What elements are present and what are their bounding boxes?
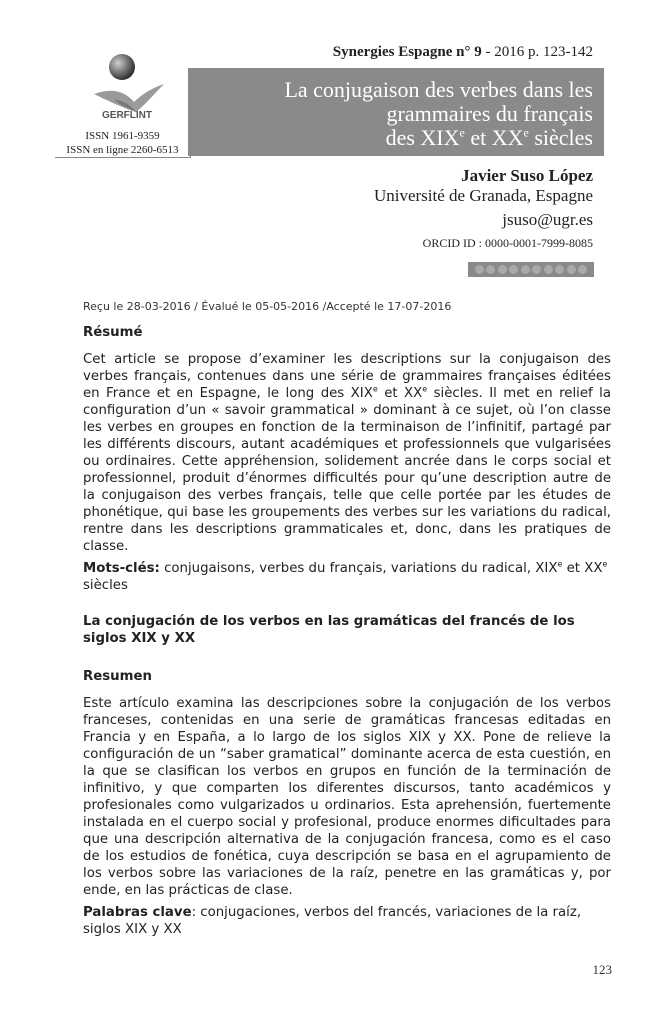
page-number: 123: [592, 962, 612, 977]
journal-details: - 2016 p. 123-142: [481, 44, 593, 60]
resume-heading: Résumé: [83, 325, 143, 340]
resume-text: Cet article se propose d’examiner les descriptions sur la conjugaison des verbes français, contenues dans une série de grammaires françaises éditées en France et en Espagne, le long des XIXe et XXe siècles. Il met en relief la configuration d’un « savoir grammatical » dominant à ce sujet, où l’on classe les verbes en groupes en fonction de la terminaison de l’infinitif, partagé par les différents discours, autant académiques et professionnels que vulgarisées ou ordinaires. Cette appréhension, solidement ancrée dans le corps social et professionnel, produit d’énormes difficultés pour qu’une description autre de la conjugaison des verbes français, telle que celle portée par les études de phonétique, qui base les groupements des verbes sur les variations du radical, rentre dans les descriptions grammaticales et, donc, dans les pratiques de classe.: [83, 352, 611, 554]
journal-name: Synergies Espagne n° 9: [332, 44, 482, 60]
article-title: [233, 78, 593, 150]
dot-icon: [532, 265, 541, 274]
issn-box: [55, 128, 191, 158]
author-name: Javier Suso López: [461, 166, 593, 185]
author-affiliation: Université de Granada, Espagne: [373, 186, 593, 205]
title-line-2: grammaires du français: [386, 101, 593, 126]
resumen-heading: Resumen: [83, 669, 152, 684]
title-line-3: des XIXe et XXe siècles: [385, 125, 593, 150]
dot-icon: [475, 265, 484, 274]
publisher-name: GERFLINT: [102, 110, 152, 121]
dot-icon: [567, 265, 576, 274]
dot-icon: [544, 265, 553, 274]
dot-icon: [509, 265, 518, 274]
issn: ISSN 1961-9359: [85, 130, 160, 142]
dot-icon: [521, 265, 530, 274]
issn-online: ISSN en ligne 2260-6513: [66, 144, 179, 156]
dot-icon: [486, 265, 495, 274]
resumen-keywords: Palabras clave: conjugaciones, verbos del francés, variaciones de la raíz, siglos XIX y XX: [83, 905, 582, 937]
author-orcid: ORCID ID : 0000-0001-7999-8085: [422, 236, 593, 250]
submission-dates: Reçu le 28-03-2016 / Évalué le 05-05-2016 /Accepté le 17-07-2016: [83, 300, 452, 313]
decorative-dots-bar: [468, 262, 594, 277]
resumen-text: Este artículo examina las descripciones sobre la conjugación de los verbos franceses, contenidas en una serie de gramáticas francesas editadas en Francia y en España, a lo largo de los siglos XIX y XX. Pone de relieve la configuración de un “saber gramatical” dominante acerca de esta cuestión, en la que se clasifican los verbos en grupos en función de la terminación de infinitivo, y que comparten los diferentes discursos, tanto académicos y profesionales como vulgarizados u ordinarios. Esta aprehensión, fuertemente instalada en el cuerpo social y profesional, produce enormes dificultades para que una descripción alternativa de la conjugación francesa, como es el caso de los estudios de fonética, cuya descripción se basa en el agrupamiento de los verbos sobre las variaciones de la raíz, penetre en las gramáticas y, por ende, en las prácticas de clase.: [83, 696, 611, 898]
dot-icon: [578, 265, 587, 274]
title-line-1: La conjugaison des verbes dans les: [284, 77, 593, 102]
journal-reference: [333, 44, 593, 61]
dot-icon: [498, 265, 507, 274]
spanish-title: La conjugación de los verbos en las gramáticas del francés de los siglos XIX y XX: [83, 614, 575, 646]
resume-keywords: Mots-clés: conjugaisons, verbes du français, variations du radical, XIXe et XXe siècles: [83, 559, 608, 593]
author-email[interactable]: jsuso@ugr.es: [502, 210, 593, 229]
dot-icon: [555, 265, 564, 274]
